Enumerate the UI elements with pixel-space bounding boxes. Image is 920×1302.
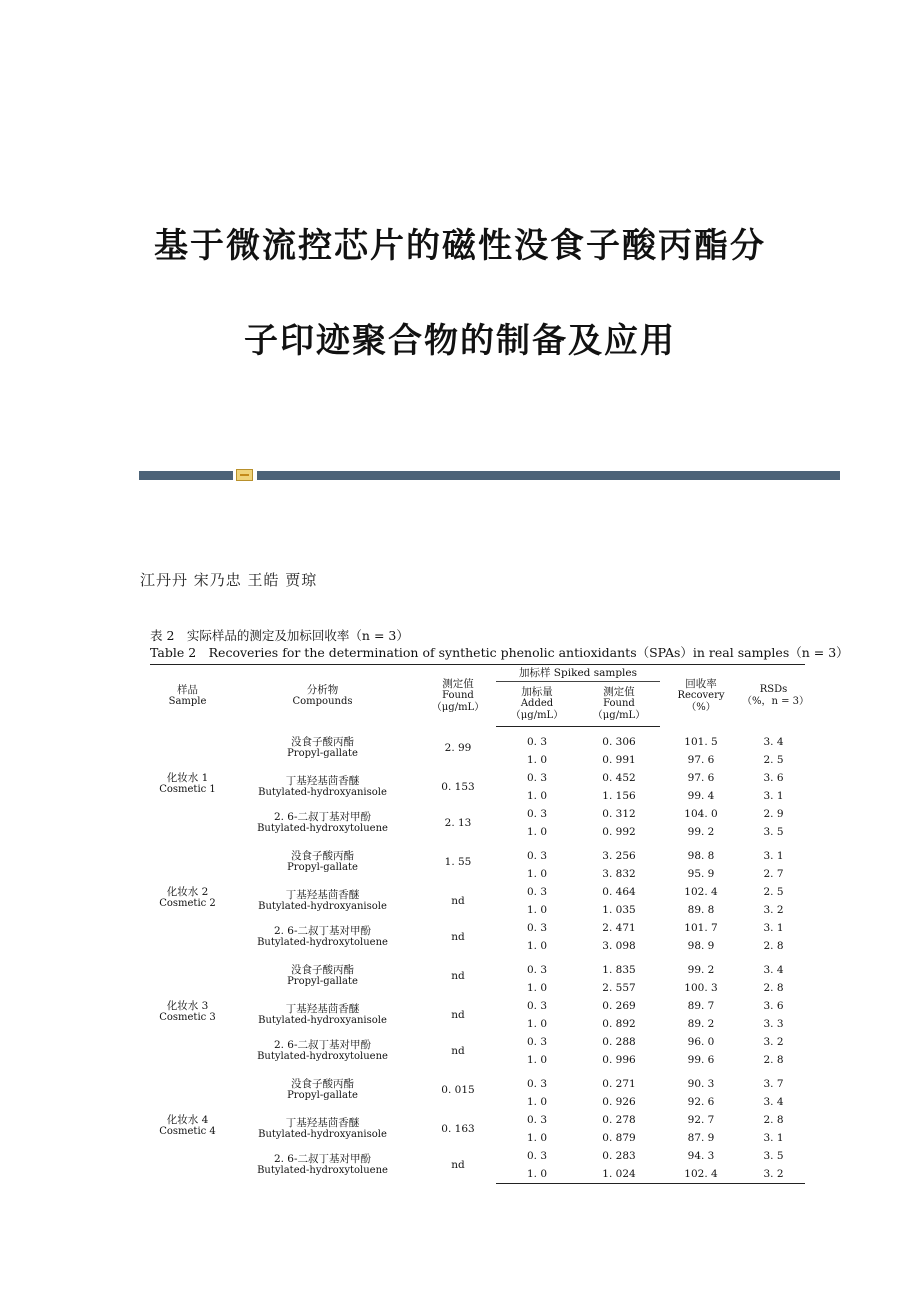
sample-cell: 化妆水 3 Cosmetic 3 [159, 1000, 216, 1023]
recovery-cell: 89. 8 [687, 904, 715, 916]
recovery-cell: 90. 3 [687, 1078, 715, 1090]
added-cell: 1. 0 [526, 982, 548, 994]
table-row [150, 1069, 805, 1093]
header-spiked-found: 测定值 Found （μg/mL） [578, 682, 660, 727]
recovery-cell: 99. 2 [687, 826, 715, 838]
spiked-found-cell: 0. 278 [602, 1114, 636, 1126]
added-cell: 0. 3 [526, 1000, 548, 1012]
rsd-cell: 3. 3 [763, 1018, 784, 1030]
rsd-cell: 2. 8 [763, 1114, 784, 1126]
table-caption-en: Table 2 Recoveries for the determination of synthetic phenolic antioxidants（SPAs）in real samples（n = 3） [150, 645, 849, 660]
table-row [150, 841, 805, 865]
added-cell: 1. 0 [526, 754, 548, 766]
spiked-found-cell: 0. 306 [602, 736, 636, 748]
spiked-found-cell: 0. 452 [602, 772, 636, 784]
rsd-cell: 3. 1 [763, 850, 784, 862]
recovery-cell: 97. 6 [687, 754, 715, 766]
spiked-found-cell: 0. 879 [602, 1132, 636, 1144]
sample-cell: 化妆水 2 Cosmetic 2 [159, 886, 216, 909]
rsd-cell: 3. 4 [763, 964, 784, 976]
rsd-cell: 3. 6 [763, 1000, 784, 1012]
added-cell: 1. 0 [526, 1018, 548, 1030]
rsd-cell: 3. 6 [763, 772, 784, 784]
rsd-cell: 3. 4 [763, 1096, 784, 1108]
table-caption [150, 627, 849, 661]
table-row [150, 805, 805, 823]
rsd-cell: 3. 5 [763, 1150, 784, 1162]
rsd-cell: 3. 2 [763, 1036, 784, 1048]
recovery-cell: 98. 9 [687, 940, 715, 952]
recovery-cell: 89. 7 [687, 1000, 715, 1012]
found-cell: nd [451, 1159, 465, 1172]
recovery-cell: 95. 9 [687, 868, 715, 880]
spiked-found-cell: 1. 835 [602, 964, 636, 976]
table-row [150, 955, 805, 979]
spiked-found-cell: 0. 269 [602, 1000, 636, 1012]
table-row [150, 883, 805, 901]
header-spiked-samples: 加标样 Spiked samples [496, 665, 660, 682]
header-compounds: 分析物 Compounds [225, 665, 420, 727]
spiked-found-cell: 2. 471 [602, 922, 636, 934]
added-cell: 0. 3 [526, 808, 548, 820]
rsd-cell: 3. 1 [763, 922, 784, 934]
header-sample: 样品 Sample [150, 665, 225, 727]
sample-cell: 化妆水 4 Cosmetic 4 [159, 1114, 216, 1138]
compound-cell: 2. 6-二叔丁基对甲酚 Butylated-hydroxytoluene [257, 811, 388, 834]
compound-cell: 丁基羟基茴香醚 Butylated-hydroxyanisole [258, 889, 387, 912]
divider-rule-right [257, 471, 840, 480]
rsd-cell: 3. 5 [763, 826, 784, 838]
added-cell: 0. 3 [526, 772, 548, 784]
recovery-cell: 92. 6 [687, 1096, 715, 1108]
table-row [150, 1033, 805, 1051]
rsd-cell: 3. 2 [763, 904, 784, 916]
table-row [150, 919, 805, 937]
found-cell: 0. 163 [441, 1123, 475, 1135]
spiked-found-cell: 1. 024 [578, 1165, 660, 1184]
compound-cell: 丁基羟基茴香醚 Butylated-hydroxyanisole [258, 1117, 387, 1140]
added-cell: 1. 0 [526, 1054, 548, 1066]
sample-cell: 化妆水 1 Cosmetic 1 [159, 771, 216, 795]
header-recovery: 回收率 Recovery （%） [660, 665, 742, 727]
added-cell: 0. 3 [526, 1078, 548, 1090]
rsd-cell: 3. 4 [763, 735, 784, 748]
spiked-found-cell: 0. 283 [602, 1150, 636, 1162]
spiked-found-cell: 0. 996 [602, 1054, 636, 1066]
recovery-cell: 97. 6 [687, 772, 715, 784]
header-found: 测定值 Found （μg/mL） [420, 665, 496, 727]
found-cell: nd [451, 931, 465, 943]
added-cell: 0. 3 [526, 964, 548, 976]
recovery-cell: 99. 4 [687, 790, 715, 802]
recovery-cell: 89. 2 [687, 1018, 715, 1030]
author-list: 江丹丹 宋乃忠 王皓 贾琼 [140, 571, 318, 589]
spiked-found-cell: 3. 098 [602, 940, 636, 952]
table-body [150, 727, 805, 1184]
document-title-line-2: 子印迹聚合物的制备及应用 [244, 321, 676, 361]
spiked-found-cell: 0. 288 [602, 1036, 636, 1048]
rsd-cell: 2. 5 [763, 886, 784, 898]
spiked-found-cell: 1. 035 [602, 904, 636, 916]
spiked-found-cell: 2. 557 [602, 982, 636, 994]
rsd-cell: 3. 2 [742, 1165, 805, 1184]
added-cell: 0. 3 [526, 1036, 548, 1048]
spiked-found-cell: 0. 992 [602, 826, 636, 838]
recovery-cell: 94. 3 [687, 1150, 715, 1162]
added-cell: 1. 0 [526, 940, 548, 952]
added-cell: 1. 0 [526, 1096, 548, 1108]
recovery-table [150, 664, 810, 1184]
recovery-cell: 87. 9 [687, 1132, 715, 1144]
added-cell: 1. 0 [526, 826, 548, 838]
recovery-cell: 98. 8 [687, 850, 715, 862]
rsd-cell: 3. 1 [763, 790, 784, 802]
found-cell: 2. 99 [444, 741, 472, 754]
compound-cell: 2. 6-二叔丁基对甲酚 Butylated-hydroxytoluene [257, 925, 388, 948]
compound-cell: 2. 6-二叔丁基对甲酚 Butylated-hydroxytoluene [257, 1153, 388, 1177]
compound-cell: 丁基羟基茴香醚 Butylated-hydroxyanisole [258, 1003, 387, 1026]
spiked-found-cell: 0. 312 [602, 808, 636, 820]
rsd-cell: 2. 8 [763, 982, 784, 994]
spiked-found-cell: 3. 256 [602, 850, 636, 862]
header-added: 加标量 Added （μg/mL） [496, 682, 578, 727]
document-title-line-1: 基于微流控芯片的磁性没食子酸丙酯分 [154, 226, 766, 266]
spiked-found-cell: 0. 464 [602, 886, 636, 898]
recovery-cell: 99. 6 [687, 1054, 715, 1066]
compound-cell: 没食子酸丙酯 Propyl-gallate [287, 850, 358, 873]
rsd-cell: 2. 8 [763, 1054, 784, 1066]
rsd-cell: 2. 5 [763, 754, 784, 766]
added-cell: 1. 0 [526, 1132, 548, 1144]
recovery-cell: 92. 7 [687, 1114, 715, 1126]
added-cell: 1. 0 [526, 904, 548, 916]
table-row [150, 769, 805, 787]
recovery-cell: 100. 3 [684, 982, 718, 994]
spiked-found-cell: 3. 832 [602, 868, 636, 880]
added-cell: 0. 3 [526, 1114, 548, 1126]
recovery-cell: 102. 4 [684, 886, 718, 898]
compound-cell: 2. 6-二叔丁基对甲酚 Butylated-hydroxytoluene [257, 1039, 388, 1062]
table-caption-zh: 表 2 实际样品的测定及加标回收率（n = 3） [150, 628, 409, 643]
compound-cell: 没食子酸丙酯 Propyl-gallate [287, 1078, 358, 1101]
added-cell: 0. 3 [526, 1150, 548, 1162]
found-cell: nd [451, 1045, 465, 1057]
added-cell: 0. 3 [526, 886, 548, 898]
added-cell: 1. 0 [526, 868, 548, 880]
found-cell: nd [451, 895, 465, 907]
divider-rule-left [139, 471, 233, 480]
table-row [150, 1111, 805, 1129]
recovery-cell: 102. 4 [660, 1165, 742, 1184]
found-cell: 0. 153 [441, 781, 475, 793]
spiked-found-cell: 0. 991 [602, 754, 636, 766]
added-cell: 0. 3 [526, 922, 548, 934]
found-cell: 2. 13 [444, 817, 472, 829]
recovery-cell: 99. 2 [687, 964, 715, 976]
rsd-cell: 2. 7 [763, 868, 784, 880]
found-cell: nd [451, 970, 465, 982]
added-cell: 0. 3 [526, 736, 548, 748]
rsd-cell: 3. 7 [763, 1078, 784, 1090]
found-cell: 1. 55 [444, 856, 472, 868]
found-cell: 0. 015 [441, 1084, 475, 1096]
compound-cell: 丁基羟基茴香醚 Butylated-hydroxyanisole [258, 775, 387, 798]
envelope-icon [236, 469, 253, 481]
recovery-cell: 96. 0 [687, 1036, 715, 1048]
table-row [150, 727, 805, 752]
rsd-cell: 3. 1 [763, 1132, 784, 1144]
added-cell: 1. 0 [496, 1165, 578, 1184]
recovery-cell: 101. 5 [684, 735, 718, 748]
added-cell: 1. 0 [526, 790, 548, 802]
compound-cell: 没食子酸丙酯 Propyl-gallate [287, 964, 358, 987]
found-cell: nd [451, 1009, 465, 1021]
added-cell: 0. 3 [526, 850, 548, 862]
spiked-found-cell: 1. 156 [602, 790, 636, 802]
recovery-cell: 104. 0 [684, 808, 718, 820]
header-rsds: RSDs （%，n = 3） [742, 665, 805, 727]
spiked-found-cell: 0. 926 [602, 1096, 636, 1108]
spiked-found-cell: 0. 892 [602, 1018, 636, 1030]
rsd-cell: 2. 8 [763, 940, 784, 952]
spiked-found-cell: 0. 271 [602, 1078, 636, 1090]
rsd-cell: 2. 9 [763, 808, 784, 820]
table-row [150, 997, 805, 1015]
recovery-cell: 101. 7 [684, 922, 718, 934]
table-row [150, 1147, 805, 1165]
compound-cell: 没食子酸丙酯 Propyl-gallate [287, 735, 358, 759]
